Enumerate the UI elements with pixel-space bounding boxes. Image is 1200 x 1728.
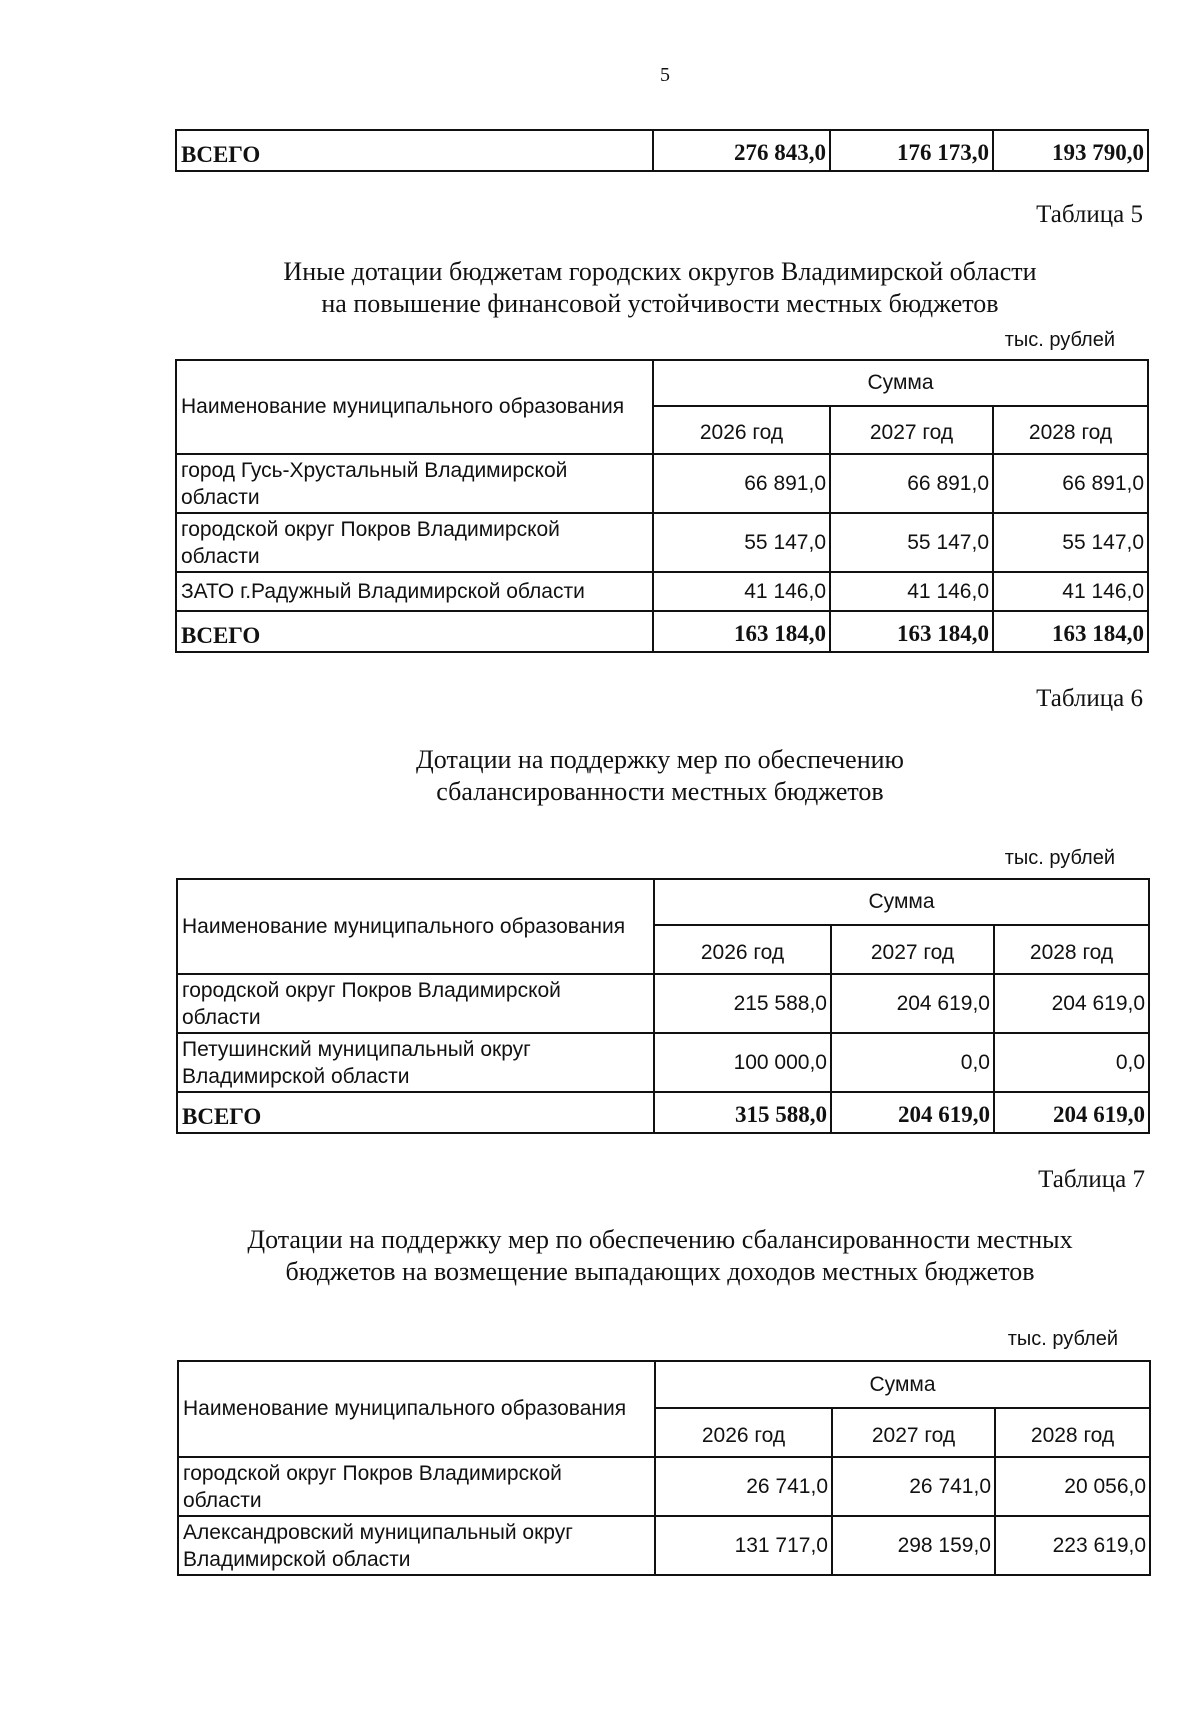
sum-header: Сумма bbox=[653, 360, 1148, 406]
table6-unit: тыс. рублей bbox=[1004, 847, 1115, 869]
name-line1: Петушинский муниципальный округ bbox=[182, 1037, 531, 1061]
name-column-header: Наименование муниципального образования bbox=[178, 1361, 655, 1457]
municipality-name bbox=[177, 1033, 654, 1092]
table7-unit: тыс. рублей bbox=[1007, 1328, 1118, 1350]
year-2028-header: 2028 год bbox=[995, 1408, 1150, 1457]
name-line1: город Гусь-Хрустальный Владимирской bbox=[181, 458, 568, 482]
value-2027: 204 619,0 bbox=[831, 974, 994, 1033]
total-value-2028: 193 790,0 bbox=[993, 130, 1148, 171]
total-value-2026: 276 843,0 bbox=[653, 130, 830, 171]
total-label: ВСЕГО bbox=[176, 130, 653, 171]
value-2028: 0,0 bbox=[994, 1033, 1149, 1092]
total-value-2028: 163 184,0 bbox=[993, 611, 1148, 652]
value-2026: 66 891,0 bbox=[653, 454, 830, 513]
total-row bbox=[176, 611, 1148, 652]
municipality-name bbox=[177, 974, 654, 1033]
table6-label: Таблица 6 bbox=[1036, 685, 1143, 712]
name-line1: Александровский муниципальный округ bbox=[183, 1520, 573, 1544]
total-row bbox=[176, 130, 1148, 171]
value-2028: 20 056,0 bbox=[995, 1457, 1150, 1516]
table-row bbox=[176, 513, 1148, 572]
header-row bbox=[176, 360, 1148, 406]
name-line2: области bbox=[182, 1005, 261, 1029]
total-value-2026: 315 588,0 bbox=[654, 1092, 831, 1133]
year-2027-header: 2027 год bbox=[831, 925, 994, 974]
value-2026: 131 717,0 bbox=[655, 1516, 832, 1575]
year-2026-header: 2026 год bbox=[655, 1408, 832, 1457]
sum-header: Сумма bbox=[655, 1361, 1150, 1408]
value-2027: 0,0 bbox=[831, 1033, 994, 1092]
sum-header: Сумма bbox=[654, 879, 1149, 925]
value-2027: 66 891,0 bbox=[830, 454, 993, 513]
year-2027-header: 2027 год bbox=[832, 1408, 995, 1457]
year-2026-header: 2026 год bbox=[653, 406, 830, 454]
total-value-2027: 176 173,0 bbox=[830, 130, 993, 171]
year-2028-header: 2028 год bbox=[993, 406, 1148, 454]
table7-title-line1: Дотации на поддержку мер по обеспечению сбалансированности местных bbox=[247, 1225, 1073, 1254]
name-line2: области bbox=[181, 544, 260, 568]
value-2026: 41 146,0 bbox=[653, 572, 830, 611]
name-line1: городской округ Покров Владимирской bbox=[181, 517, 560, 541]
year-2027-header: 2027 год bbox=[830, 406, 993, 454]
name-line2: Владимирской области bbox=[183, 1547, 411, 1571]
municipality-name: ЗАТО г.Радужный Владимирской области bbox=[176, 572, 653, 611]
table7-title bbox=[175, 1224, 1145, 1288]
header-row bbox=[177, 879, 1149, 925]
value-2028: 66 891,0 bbox=[993, 454, 1148, 513]
total-value-2026: 163 184,0 bbox=[653, 611, 830, 652]
total-value-2028: 204 619,0 bbox=[994, 1092, 1149, 1133]
table-row bbox=[177, 1033, 1149, 1092]
value-2028: 55 147,0 bbox=[993, 513, 1148, 572]
name-column-header: Наименование муниципального образования bbox=[177, 879, 654, 974]
value-2026: 26 741,0 bbox=[655, 1457, 832, 1516]
total-row bbox=[177, 1092, 1149, 1133]
table5-title-line2: на повышение финансовой устойчивости местных бюджетов bbox=[321, 289, 999, 318]
municipality-name bbox=[176, 454, 653, 513]
value-2026: 215 588,0 bbox=[654, 974, 831, 1033]
value-2027: 55 147,0 bbox=[830, 513, 993, 572]
table-row bbox=[178, 1457, 1150, 1516]
year-2026-header: 2026 год bbox=[654, 925, 831, 974]
table5-title-line1: Иные дотации бюджетам городских округов Владимирской области bbox=[283, 257, 1037, 286]
municipality-name bbox=[178, 1457, 655, 1516]
value-2027: 26 741,0 bbox=[832, 1457, 995, 1516]
table6-title-line2: сбалансированности местных бюджетов bbox=[436, 777, 884, 806]
table5-title bbox=[175, 256, 1145, 320]
value-2027: 298 159,0 bbox=[832, 1516, 995, 1575]
table7-title-line2: бюджетов на возмещение выпадающих доходов местных бюджетов bbox=[285, 1257, 1035, 1286]
table5 bbox=[175, 359, 1149, 653]
name-column-header: Наименование муниципального образования bbox=[176, 360, 653, 454]
table5-label: Таблица 5 bbox=[1036, 201, 1143, 228]
name-line1: городской округ Покров Владимирской bbox=[183, 1461, 562, 1485]
value-2027: 41 146,0 bbox=[830, 572, 993, 611]
value-2026: 100 000,0 bbox=[654, 1033, 831, 1092]
table-row bbox=[176, 454, 1148, 513]
table7-label: Таблица 7 bbox=[1038, 1166, 1145, 1193]
name-line1: городской округ Покров Владимирской bbox=[182, 978, 561, 1002]
value-2028: 41 146,0 bbox=[993, 572, 1148, 611]
previous-table-total bbox=[175, 129, 1149, 172]
table6-title bbox=[175, 744, 1145, 808]
name-line2: области bbox=[183, 1488, 262, 1512]
value-2028: 223 619,0 bbox=[995, 1516, 1150, 1575]
value-2026: 55 147,0 bbox=[653, 513, 830, 572]
table-row bbox=[178, 1516, 1150, 1575]
table6 bbox=[176, 878, 1150, 1134]
table-row bbox=[176, 572, 1148, 611]
page-number: 5 bbox=[660, 64, 670, 86]
table-row bbox=[177, 974, 1149, 1033]
total-label: ВСЕГО bbox=[176, 611, 653, 652]
total-label: ВСЕГО bbox=[177, 1092, 654, 1133]
name-line2: Владимирской области bbox=[182, 1064, 410, 1088]
table7 bbox=[177, 1360, 1151, 1576]
total-value-2027: 204 619,0 bbox=[831, 1092, 994, 1133]
municipality-name bbox=[176, 513, 653, 572]
name-line2: области bbox=[181, 485, 260, 509]
value-2028: 204 619,0 bbox=[994, 974, 1149, 1033]
year-2028-header: 2028 год bbox=[994, 925, 1149, 974]
total-value-2027: 163 184,0 bbox=[830, 611, 993, 652]
municipality-name bbox=[178, 1516, 655, 1575]
table6-title-line1: Дотации на поддержку мер по обеспечению bbox=[416, 745, 904, 774]
header-row bbox=[178, 1361, 1150, 1408]
table5-unit: тыс. рублей bbox=[1004, 329, 1115, 351]
